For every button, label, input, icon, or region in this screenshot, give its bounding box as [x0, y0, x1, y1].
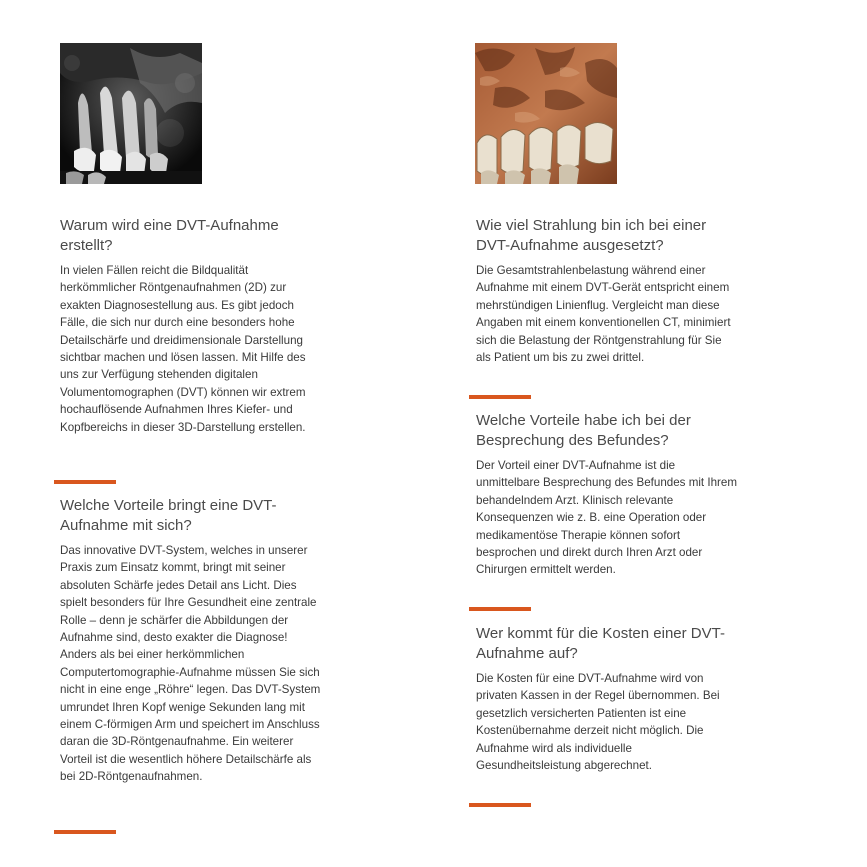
section-radiation: [476, 216, 738, 366]
section-advantages-dvt: [60, 496, 322, 786]
section-why-dvt: [60, 216, 322, 436]
section-heading: Welche Vorteile bringt eine DVT-Aufnahme mit sich?: [60, 497, 277, 534]
accent-divider: [54, 830, 116, 834]
section-body: Das innovative DVT-System, welches in unserer Praxis zum Einsatz kommt, bringt mit seiner absoluten Schärfe jedes Detail ans Licht. Dies spielt besonders für Ihre Gesundheit eine zentrale Rolle – denn je schärfer die Abbildungen der Aufnahme sind, desto exakter die Diagnose! Anders als bei einer herkömmlichen Computertomographie-Aufnahme müssen Sie sich nicht in eine enge „Röhre“ legen. Das DVT-System umrundet Ihren Kopf wenige Sekunden lang mit einem C-förmigen Arm und speichert im Anschluss daran die 3D-Röntgenaufnahme. Ein weiterer Vorteil ist die wesentlich höhere Detailschärfe als bei 2D-Röntgenaufnahmen.: [60, 544, 321, 784]
section-heading: Warum wird eine DVT-Aufnahme erstellt?: [60, 217, 279, 254]
accent-divider: [54, 480, 116, 484]
section-heading: Wie viel Strahlung bin ich bei einer DVT-Aufnahme ausgesetzt?: [476, 217, 707, 254]
accent-divider: [469, 395, 531, 399]
section-body: In vielen Fällen reicht die Bildqualität herkömmlicher Röntgenaufnahmen (2D) zur exakten Diagnosestellung aus. Es gibt jedoch Fälle, die sich nur durch eine besonders hohe Detailschärfe und dreidimensionale Darstellung sichtbar machen und lösen lassen. Mit Hilfe des uns zur Verfügung stehenden digitalen Volumentomographen (DVT) können wir extrem hochauflösende Aufnahmen Ihres Kiefer- und Kopfbereichs in dieser 3D-Darstellung erstellen.: [60, 264, 306, 434]
dental-xray-image: [60, 43, 202, 184]
section-findings: [476, 411, 738, 579]
section-heading: Wer kommt für die Kosten einer DVT-Aufnahme auf?: [476, 625, 725, 662]
dental-3d-render-image: [475, 43, 617, 184]
section-heading: Welche Vorteile habe ich bei der Besprechung des Befundes?: [476, 412, 691, 449]
section-body: Die Gesamtstrahlenbelastung während einer Aufnahme mit einem DVT-Gerät entspricht einem mehrstündigen Linienflug. Vergleicht man diese Angaben mit einem konventionellen CT, minimiert sich die Belastung der Röntgenstrahlung für Sie als Patient um bis zu zwei drittel.: [476, 264, 731, 365]
accent-divider: [469, 607, 531, 611]
section-body: Die Kosten für eine DVT-Aufnahme wird von privaten Kassen in der Regel übernommen. Bei gesetzlich versicherten Patienten ist eine Kostenübernahme derzeit nicht möglich. Die Aufnahme wird als individuelle Gesundheitsleistung abgerechnet.: [476, 672, 720, 773]
xray-illustration: [60, 43, 202, 184]
render-illustration: [475, 43, 617, 184]
section-body: Der Vorteil einer DVT-Aufnahme ist die unmittelbare Besprechung des Befundes mit Ihrem behandelndem Arzt. Klinisch relevante Konsequenzen wie z. B. eine Operation oder medikamentöse Therapie können sofort besprochen und direkt durch Ihren Arzt oder Chirurgen ermittelt werden.: [476, 459, 738, 577]
accent-divider: [469, 803, 531, 807]
section-costs: [476, 624, 738, 774]
